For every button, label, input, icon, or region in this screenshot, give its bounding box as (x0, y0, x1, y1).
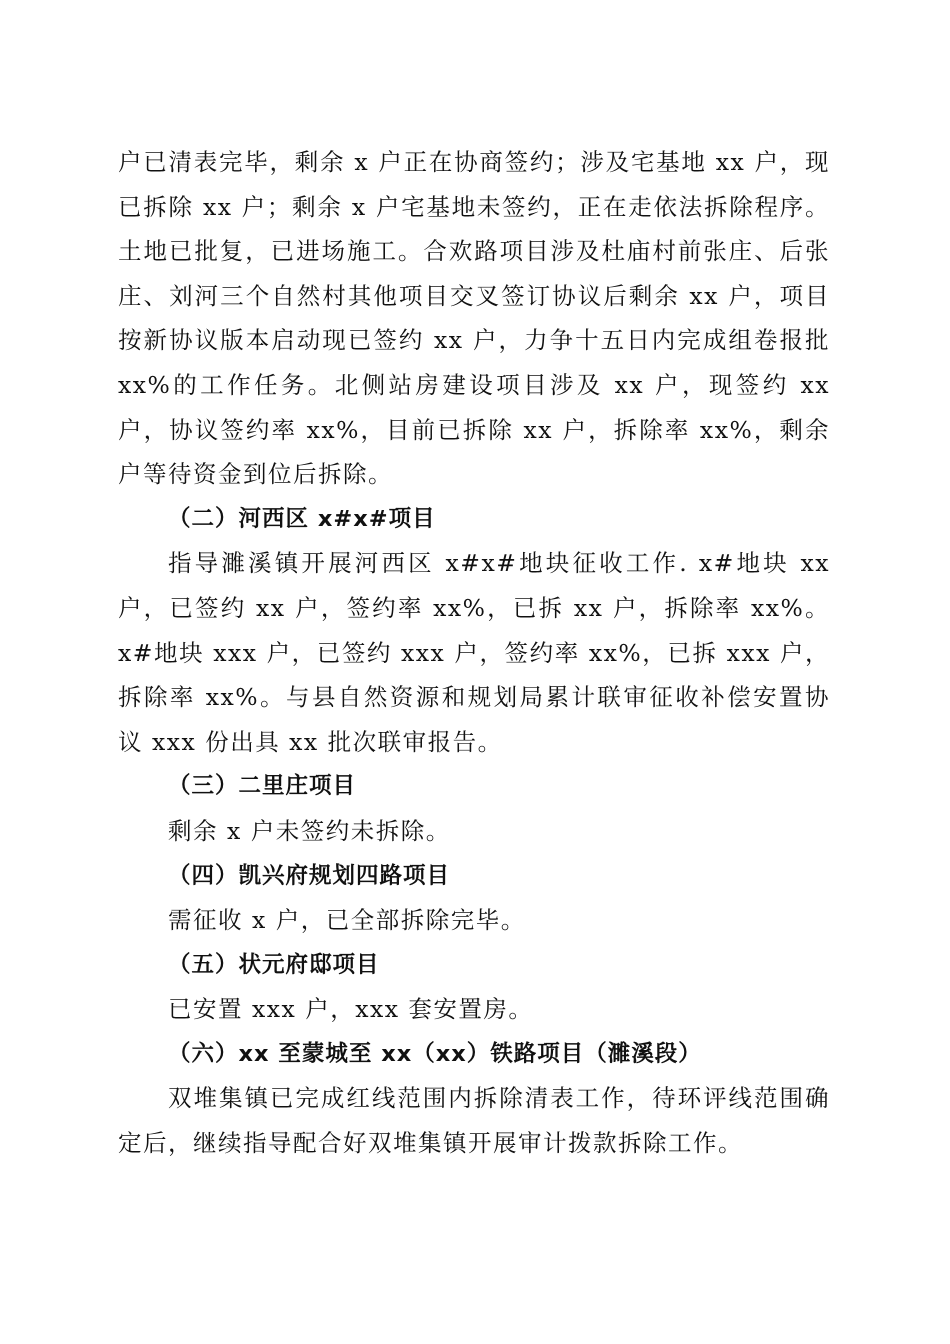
paragraph-body-2: 指导濉溪镇开展河西区 x#x#地块征收工作. x#地块 xx 户，已签约 xx 户，签约率 xx%，已拆 xx 户，拆除率 xx%。x#地块 xxx 户，已签约 xxx 户，签约率 xx%，已拆 xxx 户，拆除率 xx%。与县自然资源和规划局累计联审征收补偿安置协议 xxx 份出具 xx 批次联审报告。 (118, 549, 830, 756)
paragraph-body-5: 已安置 xxx 户，xxx 套安置房。 (168, 995, 534, 1024)
section-heading-2: （二）河西区 x#x#项目 (168, 505, 436, 532)
paragraph-body-4: 需征收 x 户，已全部拆除完毕。 (168, 906, 526, 935)
document-body (118, 140, 830, 1166)
paragraph-body-3: 剩余 x 户未签约未拆除。 (168, 816, 451, 845)
section-heading-5: （五）状元府邸项目 (168, 951, 380, 978)
paragraph-body-6: 双堆集镇已完成红线范围内拆除清表工作，待环评线范围确定后，继续指导配合好双堆集镇开展审计拨款拆除工作。 (118, 1084, 830, 1158)
section-heading-3: （三）二里庄项目 (168, 773, 357, 800)
section-heading-6: （六）xx 至蒙城至 xx（xx）铁路项目（濉溪段） (168, 1040, 702, 1067)
paragraph-body-1: 户已清表完毕，剩余 x 户正在协商签约；涉及宅基地 xx 户，现已拆除 xx 户；剩余 x 户宅基地未签约，正在走依法拆除程序。土地已批复，已进场施工。合欢路项目涉及杜庙村前张庄、后张庄、刘河三个自然村其他项目交叉签订协议后剩余 xx 户，项目按新协议版本启动现已签约 xx 户，力争十五日内完成组卷报批 xx%的工作任务。北侧站房建设项目涉及 xx 户，现签约 xx 户，协议签约率 xx%，目前已拆除 xx 户，拆除率 xx%，剩余户等待资金到位后拆除。 (118, 148, 830, 489)
section-heading-4: （四）凯兴府规划四路项目 (168, 862, 451, 889)
